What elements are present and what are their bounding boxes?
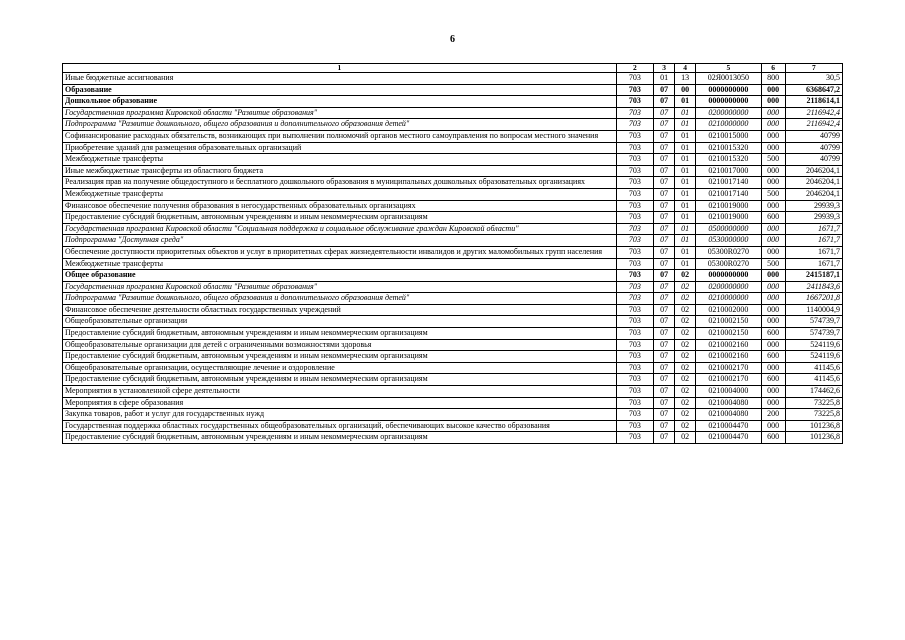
target-article-code: 0210019000 xyxy=(696,200,761,212)
row-name: Подпрограмма "Развитие дошкольного, общего образования и дополнительного образования детей" xyxy=(63,293,617,305)
chapter-code: 703 xyxy=(616,293,653,305)
amount: 574739,7 xyxy=(785,316,842,328)
expense-type-code: 500 xyxy=(761,154,785,166)
amount: 174462,6 xyxy=(785,386,842,398)
section-code: 07 xyxy=(654,188,675,200)
subsection-code: 01 xyxy=(675,154,696,166)
expense-type-code: 000 xyxy=(761,130,785,142)
chapter-code: 703 xyxy=(616,328,653,340)
chapter-code: 703 xyxy=(616,107,653,119)
target-article-code: 0210002150 xyxy=(696,316,761,328)
target-article-code: 0210015320 xyxy=(696,154,761,166)
expense-type-code: 000 xyxy=(761,200,785,212)
chapter-code: 703 xyxy=(616,84,653,96)
expense-type-code: 000 xyxy=(761,246,785,258)
table-row xyxy=(63,258,843,270)
chapter-code: 703 xyxy=(616,246,653,258)
target-article-code: 0210015000 xyxy=(696,130,761,142)
expense-type-code: 000 xyxy=(761,142,785,154)
row-name: Предоставление субсидий бюджетным, автономным учреждениям и иным некоммерческим организациям xyxy=(63,374,617,386)
subsection-code: 01 xyxy=(675,177,696,189)
table-row xyxy=(63,188,843,200)
expense-type-code: 000 xyxy=(761,223,785,235)
table-row xyxy=(63,200,843,212)
row-name: Дошкольное образование xyxy=(63,96,617,108)
subsection-code: 01 xyxy=(675,119,696,131)
subsection-code: 01 xyxy=(675,223,696,235)
subsection-code: 02 xyxy=(675,420,696,432)
target-article-code: 0210000000 xyxy=(696,119,761,131)
row-name: Государственная программа Кировской области "Социальная поддержка и социальное обслуживание граждан Кировской области" xyxy=(63,223,617,235)
subsection-code: 02 xyxy=(675,304,696,316)
section-code: 07 xyxy=(654,142,675,154)
row-name: Мероприятия в установленной сфере деятельности xyxy=(63,386,617,398)
section-code: 07 xyxy=(654,409,675,421)
table-row xyxy=(63,328,843,340)
section-code: 07 xyxy=(654,154,675,166)
column-header: 7 xyxy=(785,64,842,73)
target-article-code: 0210002170 xyxy=(696,362,761,374)
section-code: 07 xyxy=(654,235,675,247)
chapter-code: 703 xyxy=(616,177,653,189)
row-name: Мероприятия в сфере образования xyxy=(63,397,617,409)
subsection-code: 02 xyxy=(675,316,696,328)
column-header: 3 xyxy=(654,64,675,73)
expense-type-code: 800 xyxy=(761,73,785,85)
table-row xyxy=(63,304,843,316)
target-article-code: 0210017000 xyxy=(696,165,761,177)
row-name: Финансовое обеспечение деятельности областных государственных учреждений xyxy=(63,304,617,316)
row-name: Общее образование xyxy=(63,270,617,282)
chapter-code: 703 xyxy=(616,130,653,142)
subsection-code: 02 xyxy=(675,328,696,340)
table-row xyxy=(63,432,843,444)
subsection-code: 02 xyxy=(675,386,696,398)
section-code: 07 xyxy=(654,119,675,131)
section-code: 07 xyxy=(654,420,675,432)
target-article-code: 0210004470 xyxy=(696,420,761,432)
table-row xyxy=(63,107,843,119)
subsection-code: 02 xyxy=(675,409,696,421)
target-article-code: 0210002000 xyxy=(696,304,761,316)
table-row xyxy=(63,130,843,142)
section-code: 07 xyxy=(654,293,675,305)
subsection-code: 01 xyxy=(675,246,696,258)
section-code: 07 xyxy=(654,339,675,351)
target-article-code: 05300R0270 xyxy=(696,258,761,270)
subsection-code: 01 xyxy=(675,130,696,142)
amount: 73225,8 xyxy=(785,397,842,409)
table-row xyxy=(63,246,843,258)
row-name: Предоставление субсидий бюджетным, автономным учреждениям и иным некоммерческим организациям xyxy=(63,432,617,444)
target-article-code: 0210019000 xyxy=(696,212,761,224)
expense-type-code: 500 xyxy=(761,258,785,270)
chapter-code: 703 xyxy=(616,304,653,316)
row-name: Софинансирование расходных обязательств, возникающих при выполнении полномочий органов местного самоуправления по вопросам местного значения xyxy=(63,130,617,142)
target-article-code: 0210002160 xyxy=(696,339,761,351)
table-row xyxy=(63,374,843,386)
column-header: 2 xyxy=(616,64,653,73)
section-code: 01 xyxy=(654,73,675,85)
column-header: 1 xyxy=(63,64,617,73)
expense-type-code: 600 xyxy=(761,328,785,340)
chapter-code: 703 xyxy=(616,432,653,444)
section-code: 07 xyxy=(654,270,675,282)
section-code: 07 xyxy=(654,84,675,96)
expense-type-code: 000 xyxy=(761,177,785,189)
table-row xyxy=(63,386,843,398)
section-code: 07 xyxy=(654,246,675,258)
row-name: Общеобразовательные организации для детей с ограниченными возможностями здоровья xyxy=(63,339,617,351)
subsection-code: 01 xyxy=(675,188,696,200)
target-article-code: 05300R0270 xyxy=(696,246,761,258)
chapter-code: 703 xyxy=(616,200,653,212)
subsection-code: 01 xyxy=(675,96,696,108)
amount: 40799 xyxy=(785,130,842,142)
section-code: 07 xyxy=(654,386,675,398)
subsection-code: 02 xyxy=(675,281,696,293)
table-row xyxy=(63,212,843,224)
subsection-code: 01 xyxy=(675,200,696,212)
chapter-code: 703 xyxy=(616,223,653,235)
chapter-code: 703 xyxy=(616,119,653,131)
table-row xyxy=(63,316,843,328)
table-row xyxy=(63,397,843,409)
expense-type-code: 000 xyxy=(761,235,785,247)
amount: 1140004,9 xyxy=(785,304,842,316)
row-name: Подпрограмма "Доступная среда" xyxy=(63,235,617,247)
subsection-code: 02 xyxy=(675,362,696,374)
row-name: Государственная поддержка областных государственных общеобразовательных организаций, обеспечивающих высокое качество образования xyxy=(63,420,617,432)
target-article-code: 02Я0013050 xyxy=(696,73,761,85)
amount: 2046204,1 xyxy=(785,165,842,177)
amount: 1671,7 xyxy=(785,258,842,270)
chapter-code: 703 xyxy=(616,154,653,166)
table-row xyxy=(63,235,843,247)
row-name: Обеспечение доступности приоритетных объектов и услуг в приоритетных сферах жизнедеятельности инвалидов и других маломобильных групп населения xyxy=(63,246,617,258)
target-article-code: 0000000000 xyxy=(696,96,761,108)
target-article-code: 0210002150 xyxy=(696,328,761,340)
section-code: 07 xyxy=(654,177,675,189)
amount: 101236,8 xyxy=(785,420,842,432)
expense-type-code: 000 xyxy=(761,293,785,305)
table-row xyxy=(63,362,843,374)
amount: 1671,7 xyxy=(785,223,842,235)
row-name: Подпрограмма "Развитие дошкольного, общего образования и дополнительного образования детей" xyxy=(63,119,617,131)
subsection-code: 02 xyxy=(675,432,696,444)
row-name: Иные межбюджетные трансферты из областного бюджета xyxy=(63,165,617,177)
subsection-code: 01 xyxy=(675,165,696,177)
amount: 6368647,2 xyxy=(785,84,842,96)
table-row xyxy=(63,293,843,305)
chapter-code: 703 xyxy=(616,339,653,351)
target-article-code: 0210004080 xyxy=(696,397,761,409)
table-row xyxy=(63,73,843,85)
row-name: Приобретение зданий для размещения образовательных организаций xyxy=(63,142,617,154)
expense-type-code: 000 xyxy=(761,281,785,293)
chapter-code: 703 xyxy=(616,212,653,224)
amount: 2046204,1 xyxy=(785,177,842,189)
table-row xyxy=(63,142,843,154)
section-code: 07 xyxy=(654,304,675,316)
row-name: Закупка товаров, работ и услуг для государственных нужд xyxy=(63,409,617,421)
amount: 1667201,8 xyxy=(785,293,842,305)
row-name: Реализация прав на получение общедоступного и бесплатного дошкольного образования в муниципальных дошкольных образовательных организациях xyxy=(63,177,617,189)
row-name: Межбюджетные трансферты xyxy=(63,258,617,270)
amount: 29939,3 xyxy=(785,212,842,224)
amount: 41145,6 xyxy=(785,362,842,374)
section-code: 07 xyxy=(654,212,675,224)
row-name: Предоставление субсидий бюджетным, автономным учреждениям и иным некоммерческим организациям xyxy=(63,328,617,340)
column-header: 5 xyxy=(696,64,761,73)
chapter-code: 703 xyxy=(616,188,653,200)
target-article-code: 0210017140 xyxy=(696,188,761,200)
section-code: 07 xyxy=(654,397,675,409)
expense-type-code: 000 xyxy=(761,84,785,96)
subsection-code: 01 xyxy=(675,235,696,247)
target-article-code: 0210004080 xyxy=(696,409,761,421)
target-article-code: 0210004000 xyxy=(696,386,761,398)
chapter-code: 703 xyxy=(616,351,653,363)
subsection-code: 01 xyxy=(675,107,696,119)
target-article-code: 0000000000 xyxy=(696,270,761,282)
amount: 524119,6 xyxy=(785,351,842,363)
table-row xyxy=(63,409,843,421)
section-code: 07 xyxy=(654,316,675,328)
column-header: 4 xyxy=(675,64,696,73)
expense-type-code: 600 xyxy=(761,432,785,444)
row-name: Государственная программа Кировской области "Развитие образования" xyxy=(63,107,617,119)
table-row xyxy=(63,281,843,293)
row-name: Общеобразовательные организации, осуществляющие лечение и оздоровление xyxy=(63,362,617,374)
amount: 30,5 xyxy=(785,73,842,85)
table-row xyxy=(63,165,843,177)
table-row xyxy=(63,177,843,189)
amount: 2118614,1 xyxy=(785,96,842,108)
amount: 29939,3 xyxy=(785,200,842,212)
subsection-code: 01 xyxy=(675,258,696,270)
target-article-code: 0200000000 xyxy=(696,281,761,293)
row-name: Предоставление субсидий бюджетным, автономным учреждениям и иным некоммерческим организациям xyxy=(63,212,617,224)
chapter-code: 703 xyxy=(616,281,653,293)
table-row xyxy=(63,223,843,235)
section-code: 07 xyxy=(654,223,675,235)
subsection-code: 02 xyxy=(675,374,696,386)
amount: 101236,8 xyxy=(785,432,842,444)
amount: 41145,6 xyxy=(785,374,842,386)
table-row xyxy=(63,84,843,96)
table-row xyxy=(63,351,843,363)
target-article-code: 0500000000 xyxy=(696,223,761,235)
amount: 2415187,1 xyxy=(785,270,842,282)
table-body xyxy=(63,73,843,444)
expense-type-code: 000 xyxy=(761,362,785,374)
table-row xyxy=(63,154,843,166)
chapter-code: 703 xyxy=(616,258,653,270)
expense-type-code: 000 xyxy=(761,316,785,328)
table-row xyxy=(63,420,843,432)
expense-type-code: 600 xyxy=(761,212,785,224)
subsection-code: 02 xyxy=(675,293,696,305)
chapter-code: 703 xyxy=(616,96,653,108)
target-article-code: 0000000000 xyxy=(696,84,761,96)
row-name: Межбюджетные трансферты xyxy=(63,154,617,166)
amount: 574739,7 xyxy=(785,328,842,340)
table-header-row xyxy=(63,64,843,73)
expense-type-code: 000 xyxy=(761,420,785,432)
target-article-code: 0210015320 xyxy=(696,142,761,154)
amount: 2116942,4 xyxy=(785,107,842,119)
subsection-code: 00 xyxy=(675,84,696,96)
target-article-code: 0210017140 xyxy=(696,177,761,189)
chapter-code: 703 xyxy=(616,386,653,398)
target-article-code: 0530000000 xyxy=(696,235,761,247)
table-row xyxy=(63,119,843,131)
amount: 524119,6 xyxy=(785,339,842,351)
amount: 2116942,4 xyxy=(785,119,842,131)
section-code: 07 xyxy=(654,281,675,293)
amount: 1671,7 xyxy=(785,235,842,247)
expense-type-code: 000 xyxy=(761,397,785,409)
amount: 40799 xyxy=(785,142,842,154)
column-header: 6 xyxy=(761,64,785,73)
chapter-code: 703 xyxy=(616,420,653,432)
table-row xyxy=(63,270,843,282)
expense-type-code: 600 xyxy=(761,351,785,363)
section-code: 07 xyxy=(654,328,675,340)
amount: 2411843,6 xyxy=(785,281,842,293)
page-number: 6 xyxy=(450,34,455,45)
amount: 2046204,1 xyxy=(785,188,842,200)
expense-type-code: 000 xyxy=(761,165,785,177)
section-code: 07 xyxy=(654,130,675,142)
expense-type-code: 000 xyxy=(761,304,785,316)
section-code: 07 xyxy=(654,432,675,444)
row-name: Общеобразовательные организации xyxy=(63,316,617,328)
target-article-code: 0200000000 xyxy=(696,107,761,119)
chapter-code: 703 xyxy=(616,397,653,409)
row-name: Государственная программа Кировской области "Развитие образования" xyxy=(63,281,617,293)
table-row xyxy=(63,339,843,351)
table-row xyxy=(63,96,843,108)
subsection-code: 01 xyxy=(675,142,696,154)
amount: 73225,8 xyxy=(785,409,842,421)
expense-type-code: 000 xyxy=(761,270,785,282)
target-article-code: 0210002160 xyxy=(696,351,761,363)
section-code: 07 xyxy=(654,107,675,119)
section-code: 07 xyxy=(654,351,675,363)
section-code: 07 xyxy=(654,96,675,108)
section-code: 07 xyxy=(654,258,675,270)
subsection-code: 13 xyxy=(675,73,696,85)
row-name: Финансовое обеспечение получения образования в негосударственных образовательных организациях xyxy=(63,200,617,212)
expense-type-code: 000 xyxy=(761,96,785,108)
chapter-code: 703 xyxy=(616,165,653,177)
subsection-code: 02 xyxy=(675,339,696,351)
section-code: 07 xyxy=(654,200,675,212)
chapter-code: 703 xyxy=(616,142,653,154)
expense-type-code: 600 xyxy=(761,374,785,386)
expense-type-code: 500 xyxy=(761,188,785,200)
chapter-code: 703 xyxy=(616,270,653,282)
row-name: Межбюджетные трансферты xyxy=(63,188,617,200)
expense-type-code: 000 xyxy=(761,119,785,131)
chapter-code: 703 xyxy=(616,73,653,85)
chapter-code: 703 xyxy=(616,409,653,421)
amount: 40799 xyxy=(785,154,842,166)
target-article-code: 0210002170 xyxy=(696,374,761,386)
expense-type-code: 000 xyxy=(761,386,785,398)
section-code: 07 xyxy=(654,374,675,386)
target-article-code: 0210004470 xyxy=(696,432,761,444)
expense-type-code: 000 xyxy=(761,107,785,119)
row-name: Иные бюджетные ассигнования xyxy=(63,73,617,85)
expense-type-code: 200 xyxy=(761,409,785,421)
amount: 1671,7 xyxy=(785,246,842,258)
subsection-code: 02 xyxy=(675,270,696,282)
subsection-code: 01 xyxy=(675,212,696,224)
chapter-code: 703 xyxy=(616,362,653,374)
expense-type-code: 000 xyxy=(761,339,785,351)
chapter-code: 703 xyxy=(616,374,653,386)
section-code: 07 xyxy=(654,165,675,177)
chapter-code: 703 xyxy=(616,316,653,328)
subsection-code: 02 xyxy=(675,351,696,363)
subsection-code: 02 xyxy=(675,397,696,409)
target-article-code: 0210000000 xyxy=(696,293,761,305)
budget-table xyxy=(62,63,843,444)
chapter-code: 703 xyxy=(616,235,653,247)
row-name: Образование xyxy=(63,84,617,96)
row-name: Предоставление субсидий бюджетным, автономным учреждениям и иным некоммерческим организациям xyxy=(63,351,617,363)
section-code: 07 xyxy=(654,362,675,374)
